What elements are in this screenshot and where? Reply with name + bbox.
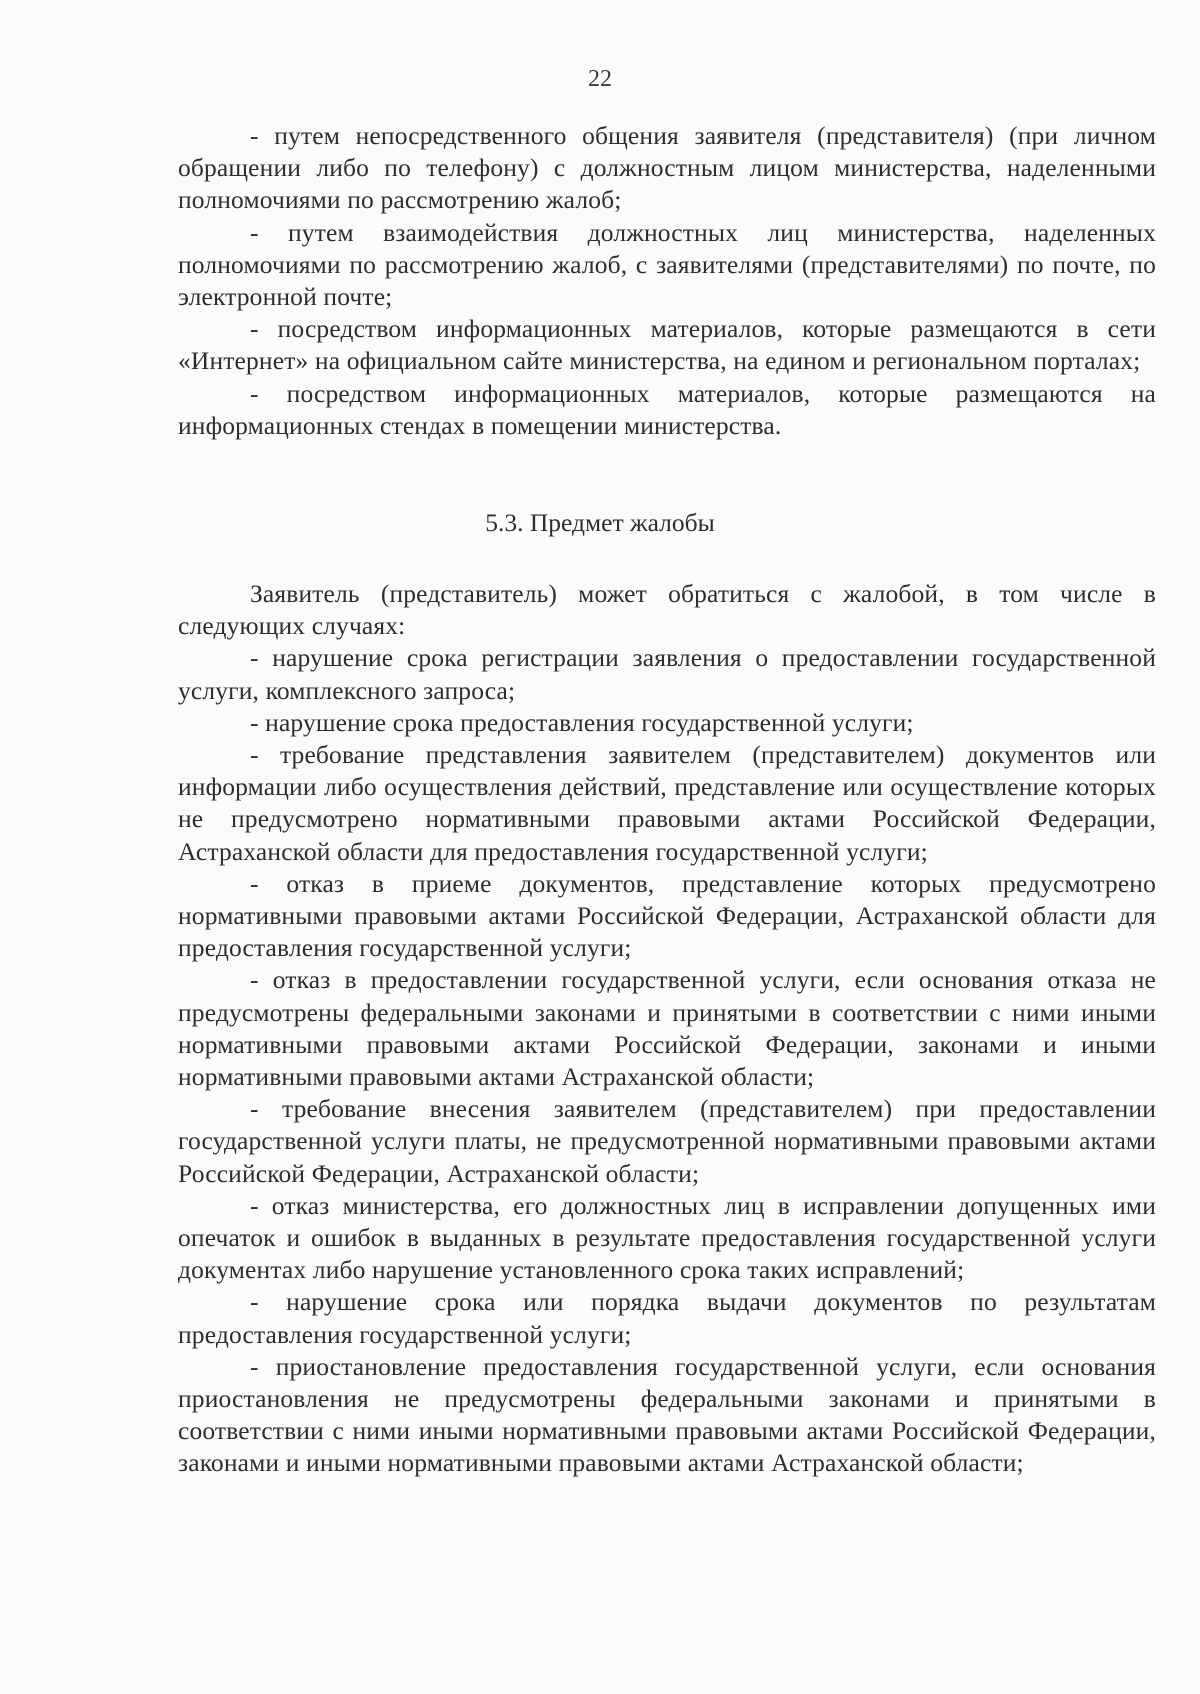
list-item: - посредством информационных материалов, которые размещаются на информационных стендах в помещении министерства. — [178, 378, 1156, 440]
list-item: - нарушение срока регистрации заявления о предоставлении государственной услуги, комплексного запроса; — [178, 643, 1156, 705]
list-item: - отказ министерства, его должностных лиц в исправлении допущенных ими опечаток и ошибок в выданных в результате предоставления государственной услуги документах либо нарушение установленного срока таких исправлений; — [178, 1190, 1156, 1285]
list-item: - нарушение срока предоставления государственной услуги; — [250, 707, 914, 737]
list-item: - нарушение срока или порядка выдачи документов по результатам предоставления государственной услуги; — [178, 1287, 1156, 1349]
section-body — [178, 578, 1156, 1480]
list-item: - требование представления заявителем (представителем) документов или информации либо осуществления действий, представление или осуществление которых не предусмотрено нормативными правовыми актами Российской Федерации, Астраханской области для предоставления государственной услуги; — [178, 740, 1156, 866]
list-item: - отказ в предоставлении государственной услуги, если основания отказа не предусмотрены федеральными законами и принятыми в соответствии с ними иными нормативными правовыми актами Российской Федерации, законами и иными нормативными правовыми актами Астраханской области; — [178, 965, 1156, 1092]
list-item: - отказ в приеме документов, представление которых предусмотрено нормативными правовыми актами Российской Федерации, Астраханской области для предоставления государственной услуги; — [178, 868, 1156, 963]
page-number: 22 — [588, 66, 612, 92]
intro-list — [178, 120, 1156, 442]
list-item: - путем непосредственного общения заявителя (представителя) (при личном обращении либо по телефону) с должностным лицом министерства, наделенными полномочиями по рассмотрению жалоб; — [178, 121, 1156, 215]
list-item: - требование внесения заявителем (представителем) при предоставлении государственной услуги платы, не предусмотренной нормативными правовыми актами Российской Федерации, Астраханской области; — [178, 1094, 1156, 1188]
list-item: - путем взаимодействия должностных лиц министерства, наделенных полномочиями по рассмотрению жалоб, с заявителями (представителями) по почте, по электронной почте; — [178, 217, 1156, 312]
section-lead: Заявитель (представитель) может обратиться с жалобой, в том числе в следующих случаях: — [178, 579, 1156, 641]
list-item: - приостановление предоставления государственной услуги, если основания приостановления не предусмотрены федеральными законами и принятыми в соответствии с ними иными нормативными правовыми актами Российской Федерации, законами и иными нормативными правовыми актами Астраханской области; — [178, 1351, 1156, 1478]
list-item: - посредством информационных материалов, которые размещаются в сети «Интернет» на официальном сайте министерства, на едином и региональном порталах; — [178, 314, 1156, 376]
section-heading: 5.3. Предмет жалобы — [485, 508, 715, 537]
